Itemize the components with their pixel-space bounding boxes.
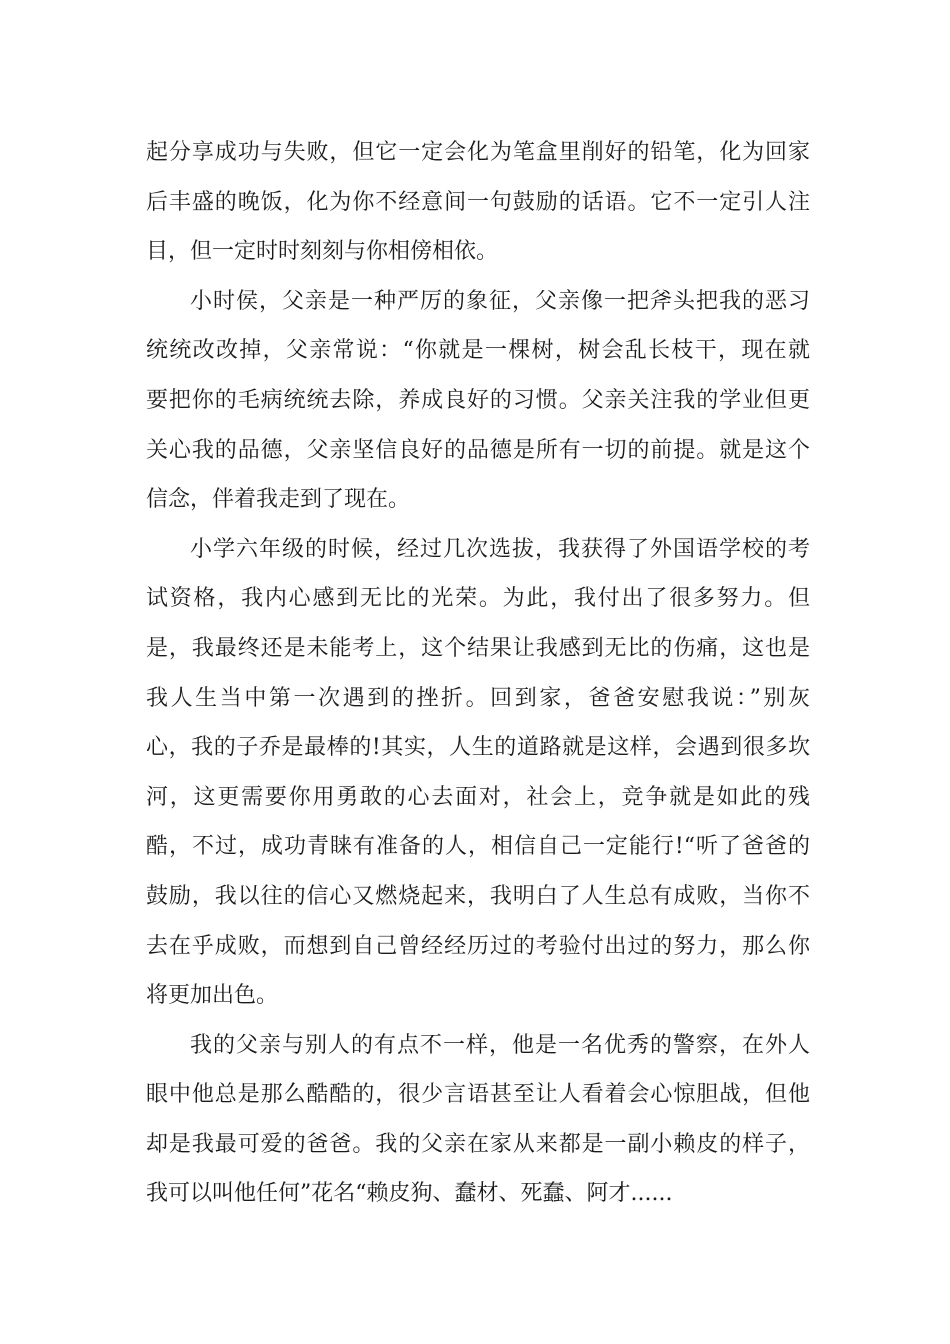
- text-line: 我可以叫他任何”花名“赖皮狗、蠢材、死蠢、阿才......: [146, 1181, 673, 1207]
- text-line: 统统改改掉，父亲常说：“你就是一棵树，树会乱长枝干，现在就: [146, 338, 810, 364]
- text-line: 试资格，我内心感到无比的光荣。为此，我付出了很多努力。但: [146, 586, 810, 612]
- text-line: 是，我最终还是未能考上，这个结果让我感到无比的伤痛，这也是: [146, 635, 810, 661]
- text-line: 眼中他总是那么酷酷的，很少言语甚至让人看着会心惊胆战，但他: [146, 1082, 810, 1108]
- text-line: 酷，不过，成功青睐有准备的人，相信自己一定能行!“听了爸爸的: [146, 834, 810, 860]
- paragraph-first-line: 小学六年级的时候，经过几次选拔，我获得了外国语学校的考: [190, 536, 810, 562]
- body-text: [146, 128, 810, 1219]
- text-line: 信念，伴着我走到了现在。: [146, 487, 411, 513]
- text-line: 心，我的子乔是最棒的!其实，人生的道路就是这样，会遇到很多坎: [146, 735, 810, 761]
- text-line: 河，这更需要你用勇敢的心去面对，社会上，竞争就是如此的残: [146, 784, 810, 810]
- text-line: 起分享成功与失败，但它一定会化为笔盒里削好的铅笔，化为回家: [146, 140, 810, 165]
- text-line: 后丰盛的晚饭，化为你不经意间一句鼓励的话语。它不一定引人注: [146, 189, 810, 215]
- text-line: 却是我最可爱的爸爸。我的父亲在家从来都是一副小赖皮的样子，: [146, 1131, 810, 1157]
- text-line: 要把你的毛病统统去除，养成良好的习惯。父亲关注我的学业但更: [146, 387, 810, 413]
- text-line: 我人生当中第一次遇到的挫折。回到家，爸爸安慰我说：”别灰: [146, 685, 810, 711]
- text-line: 将更加出色。: [146, 983, 279, 1009]
- text-line: 关心我的品德，父亲坚信良好的品德是所有一切的前提。就是这个: [146, 437, 810, 463]
- text-line: 鼓励，我以往的信心又燃烧起来，我明白了人生总有成败，当你不: [146, 883, 810, 909]
- text-line: 去在乎成败，而想到自己曾经经历过的考验付出过的努力，那么你: [146, 933, 810, 959]
- paragraph-first-line: 我的父亲与别人的有点不一样，他是一名优秀的警察，在外人: [190, 1032, 810, 1058]
- text-line: 目，但一定时时刻刻与你相傍相依。: [146, 239, 499, 265]
- paragraph-first-line: 小时侯，父亲是一种严厉的象征，父亲像一把斧头把我的恶习: [190, 288, 810, 314]
